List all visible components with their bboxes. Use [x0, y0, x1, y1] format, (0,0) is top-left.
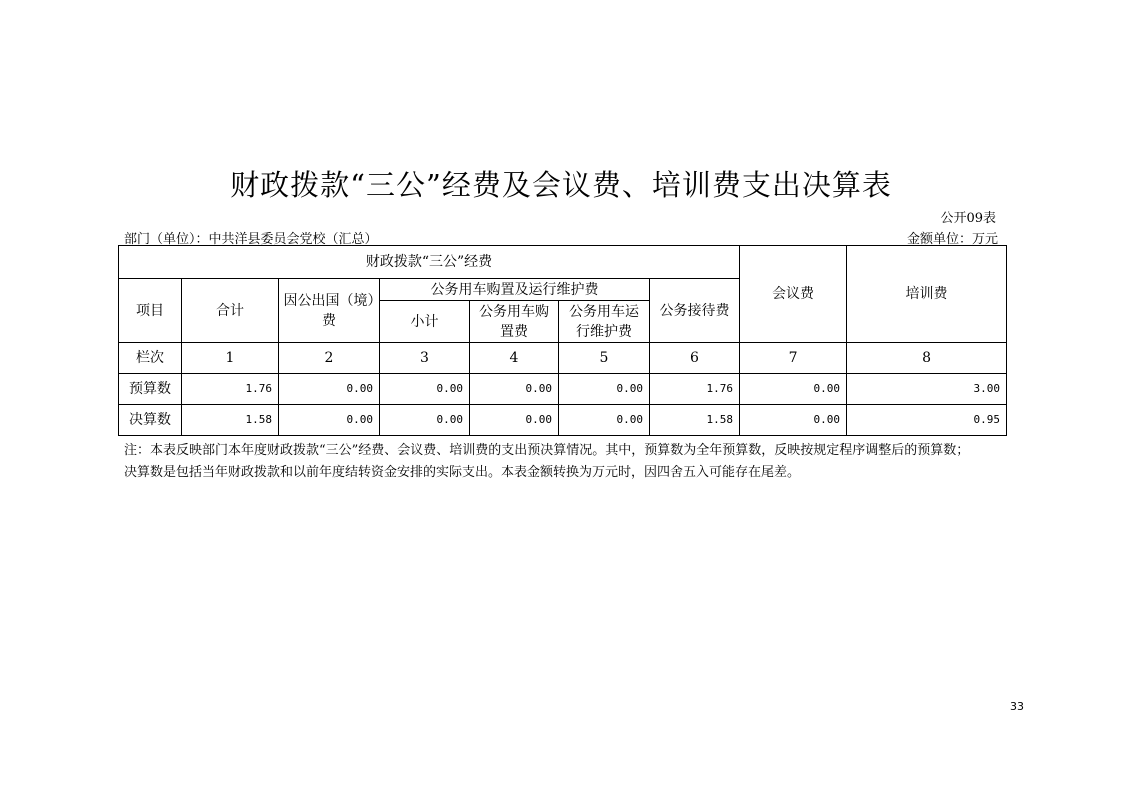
index-cell: 2	[279, 343, 380, 374]
budget-cell: 1.76	[182, 374, 279, 405]
index-cell: 5	[559, 343, 650, 374]
budget-cell: 0.00	[279, 374, 380, 405]
actual-cell: 0.00	[559, 405, 650, 436]
header-item: 项目	[119, 279, 182, 343]
form-number: 公开09表	[940, 211, 996, 226]
index-cell: 8	[847, 343, 1007, 374]
budget-cell: 0.00	[470, 374, 559, 405]
page-number: 33	[1010, 700, 1024, 713]
table-note	[124, 440, 1004, 484]
header-vehicle-purchase: 公务用车购置费	[470, 301, 559, 343]
unit-label: 金额单位：万元	[906, 232, 998, 247]
header-three-public-group: 财政拨款“三公”经费	[119, 246, 740, 279]
header-vehicle-maintenance: 公务用车运行维护费	[559, 301, 650, 343]
budget-cell: 3.00	[847, 374, 1007, 405]
actual-cell: 0.00	[380, 405, 470, 436]
header-training: 培训费	[847, 246, 1007, 343]
index-cell: 4	[470, 343, 559, 374]
budget-cell: 0.00	[559, 374, 650, 405]
table-row	[119, 405, 1007, 436]
index-cell: 3	[380, 343, 470, 374]
header-abroad: 因公出国（境）费	[279, 279, 380, 343]
note-line-1: 注：本表反映部门本年度财政拨款“三公”经费、会议费、培训费的支出预决算情况。其中，预算数为全年预算数，反映按规定程序调整后的预算数；	[124, 443, 970, 458]
actual-cell: 0.00	[279, 405, 380, 436]
index-cell: 1	[182, 343, 279, 374]
header-reception: 公务接待费	[650, 279, 740, 343]
row-label-budget: 预算数	[119, 374, 182, 405]
budget-cell: 0.00	[380, 374, 470, 405]
actual-cell: 0.00	[470, 405, 559, 436]
page-title: 财政拨款“三公”经费及会议费、培训费支出决算表	[230, 168, 892, 202]
expense-table	[118, 245, 1007, 436]
actual-cell: 0.00	[740, 405, 847, 436]
actual-cell: 1.58	[650, 405, 740, 436]
header-meeting: 会议费	[740, 246, 847, 343]
index-cell: 7	[740, 343, 847, 374]
department-label: 部门（单位）：中共洋县委员会党校（汇总）	[124, 232, 378, 247]
budget-cell: 0.00	[740, 374, 847, 405]
header-subtotal: 小计	[380, 301, 470, 343]
header-vehicle-group: 公务用车购置及运行维护费	[380, 279, 650, 301]
index-cell: 6	[650, 343, 740, 374]
budget-cell: 1.76	[650, 374, 740, 405]
table-row	[119, 374, 1007, 405]
index-row-label: 栏次	[119, 343, 182, 374]
note-line-2: 决算数是包括当年财政拨款和以前年度结转资金安排的实际支出。本表金额转换为万元时，因四舍五入可能存在尾差。	[124, 465, 801, 480]
actual-cell: 1.58	[182, 405, 279, 436]
header-total: 合计	[182, 279, 279, 343]
actual-cell: 0.95	[847, 405, 1007, 436]
row-label-actual: 决算数	[119, 405, 182, 436]
